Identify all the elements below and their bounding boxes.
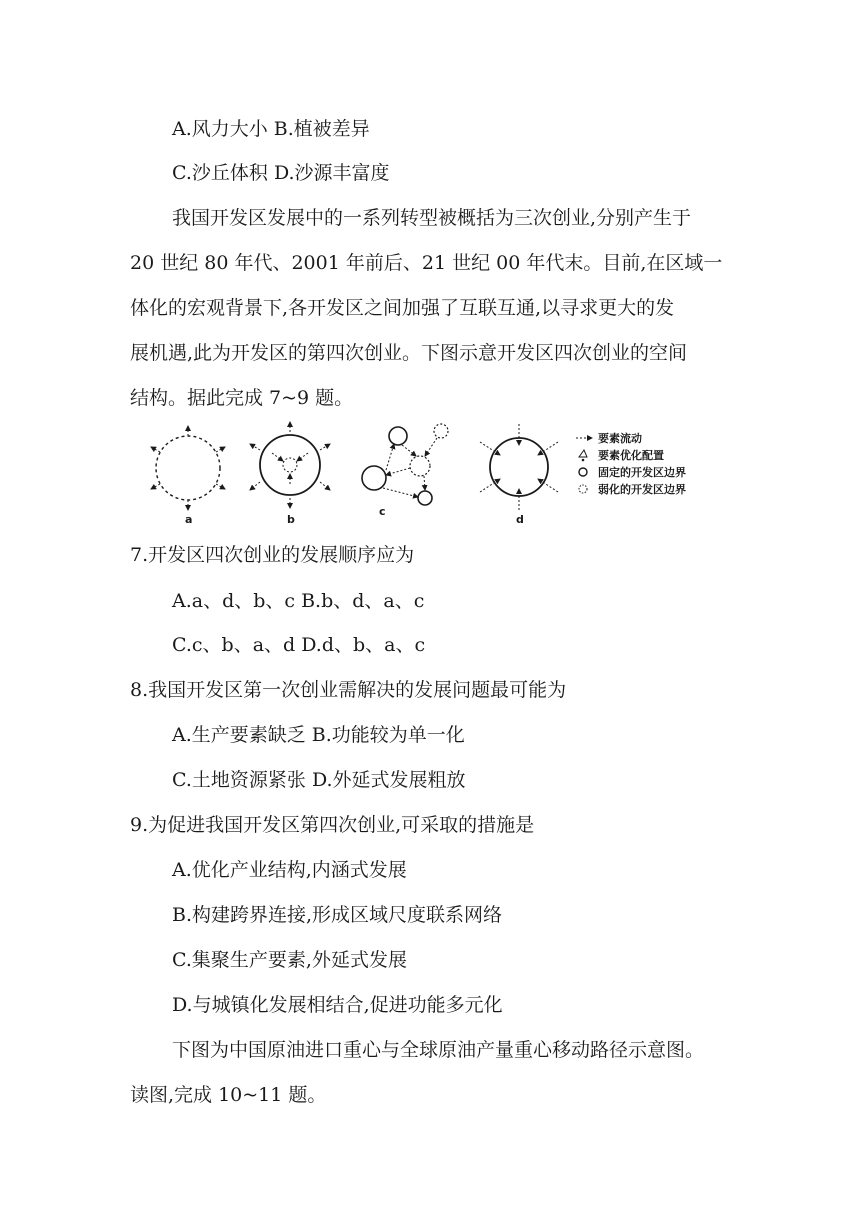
panel-d-label: d: [516, 513, 524, 526]
legend-label-fixed: 固定的开发区边界: [598, 466, 686, 479]
panel-c: [362, 424, 448, 518]
prev-options-line-2: C.沙丘体积 D.沙源丰富度: [172, 162, 390, 184]
q7-stem: 7.开发区四次创业的发展顺序应为: [130, 544, 415, 566]
development-zone-figure: [140, 420, 720, 532]
passage1-line-5: 结构。据此完成 7~9 题。: [130, 387, 354, 409]
q9-option-c: C.集聚生产要素,外延式发展: [172, 949, 407, 971]
q9-option-b: B.构建跨界连接,形成区域尺度联系网络: [172, 904, 503, 926]
passage1-line-4: 展机遇,此为开发区的第四次创业。下图示意开发区四次创业的空间: [130, 342, 688, 364]
prev-options-line-1: A.风力大小 B.植被差异: [172, 118, 370, 140]
panel-b-label: b: [287, 513, 295, 526]
legend-label-optimize: 要素优化配置: [598, 449, 664, 462]
solid-circle-icon: [579, 468, 587, 476]
legend-label-flow: 要素流动: [598, 432, 642, 445]
figure-legend: [576, 431, 686, 496]
passage1-line-3: 体化的宏观背景下,各开发区之间加强了互联互通,以寻求更大的发: [130, 297, 675, 319]
q8-stem: 8.我国开发区第一次创业需解决的发展问题最可能为: [130, 679, 567, 701]
passage2-line-1: 下图为中国原油进口重心与全球原油产量重心移动路径示意图。: [172, 1039, 705, 1061]
panel-d: [480, 424, 558, 526]
legend-label-weakened: 弱化的开发区边界: [598, 483, 686, 496]
q7-options-line-2: C.c、b、a、d D.d、b、a、c: [172, 634, 426, 656]
passage1-line-2: 20 世纪 80 年代、2001 年前后、21 世纪 00 年代末。目前,在区域一: [130, 252, 723, 274]
panel-c-label: c: [379, 505, 386, 518]
q9-option-a: A.优化产业结构,内涵式发展: [172, 859, 407, 881]
passage2-line-2: 读图,完成 10~11 题。: [130, 1084, 327, 1106]
panel-a-label: a: [185, 513, 193, 526]
q8-options-line-1: A.生产要素缺乏 B.功能较为单一化: [172, 724, 465, 746]
q9-option-d: D.与城镇化发展相结合,促进功能多元化: [172, 994, 503, 1016]
q9-stem: 9.为促进我国开发区第四次创业,可采取的措施是: [130, 814, 535, 836]
passage1-line-1: 我国开发区发展中的一系列转型被概括为三次创业,分别产生于: [172, 207, 692, 229]
figure-svg: [140, 420, 720, 532]
panel-a: [151, 426, 225, 526]
triangle-arrow-icon: [579, 450, 587, 461]
dashed-circle-icon: [579, 485, 587, 493]
panel-b: [250, 422, 330, 526]
q8-options-line-2: C.土地资源紧张 D.外延式发展粗放: [172, 769, 466, 791]
q7-options-line-1: A.a、d、b、c B.b、d、a、c: [172, 590, 425, 612]
